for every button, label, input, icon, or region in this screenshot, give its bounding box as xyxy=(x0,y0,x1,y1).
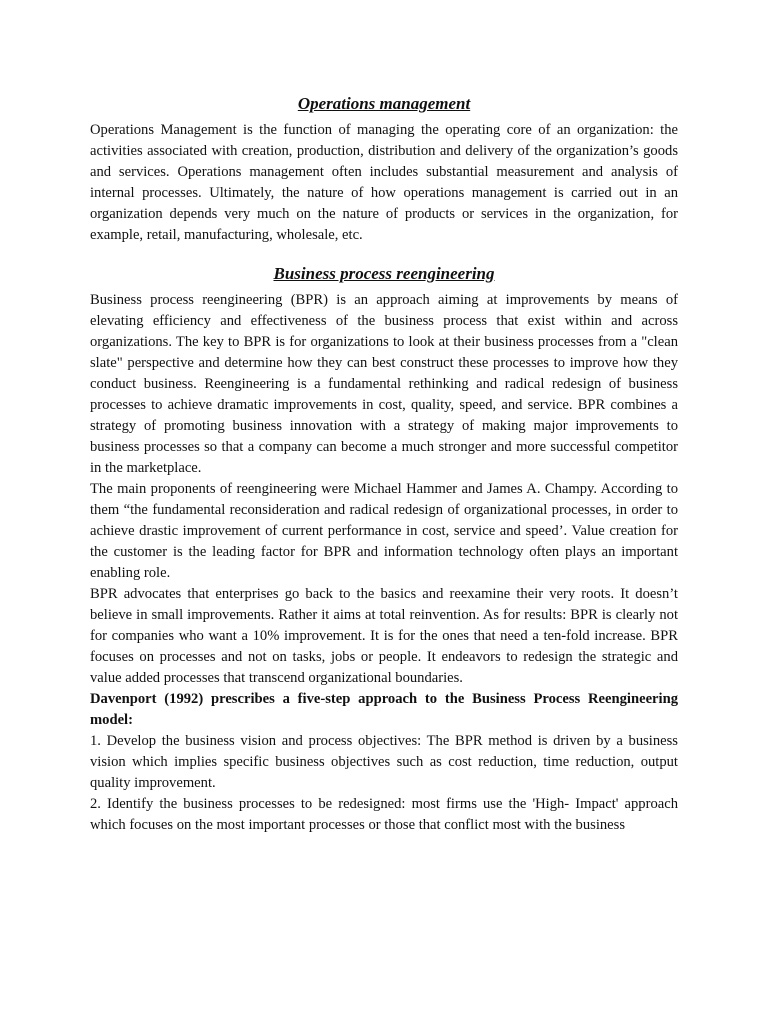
list-item-step-1: 1. Develop the business vision and process objectives: The BPR method is driven by a business vision which implies specific business objectives such as cost reduction, time reduction, output quality improvement. xyxy=(90,733,678,791)
heading-business-process-reengineering: Business process reengineering xyxy=(273,264,495,283)
paragraph-operations-management: Operations Management is the function of managing the operating core of an organization: the activities associated with creation, production, distribution and delivery of the organization’s goods and services. Operations management often includes substantial measurement and analysis of internal processes. Ultimately, the nature of how operations management is carried out in an organization depends very much on the nature of products or services in the organization, for example, retail, manufacturing, wholesale, etc. xyxy=(90,122,678,243)
paragraph-bpr-definition: Business process reengineering (BPR) is an approach aiming at improvements by means of elevating efficiency and effectiveness of the business process that exist within and across organizations. The key to BPR is for organizations to look at their business processes from a "clean slate" perspective and determine how they can best construct these processes to improve how they conduct business. Reengineering is a fundamental rethinking and radical redesign of business processes to achieve dramatic improvements in cost, quality, speed, and service. BPR combines a strategy of promoting business innovation with a strategy of making major improvements to business processes so that a company can become a much stronger and more successful competitor in the marketplace. xyxy=(90,292,678,476)
paragraph-bpr-advocates: BPR advocates that enterprises go back to the basics and reexamine their very roots. It doesn’t believe in small improvements. Rather it aims at total reinvention. As for results: BPR is clearly not for companies who want a 10% improvement. It is for the ones that need a ten-fold increase. BPR focuses on processes and not on tasks, jobs or people. It endeavors to redesign the strategic and value added processes that transcend organizational boundaries. xyxy=(90,586,678,686)
paragraph-davenport-heading: Davenport (1992) prescribes a five-step approach to the Business Process Reengineering model: xyxy=(90,691,678,728)
list-item-step-2: 2. Identify the business processes to be redesigned: most firms use the 'High- Impact' approach which focuses on the most important processes or those that conflict most with the business xyxy=(90,796,678,833)
heading-operations-management: Operations management xyxy=(297,94,471,113)
document-page xyxy=(90,88,678,836)
paragraph-bpr-proponents: The main proponents of reengineering were Michael Hammer and James A. Champy. According to them “the fundamental reconsideration and radical redesign of organizational processes, in order to achieve drastic improvement of current performance in cost, service and speed’. Value creation for the customer is the leading factor for BPR and information technology often plays an important enabling role. xyxy=(90,481,678,581)
